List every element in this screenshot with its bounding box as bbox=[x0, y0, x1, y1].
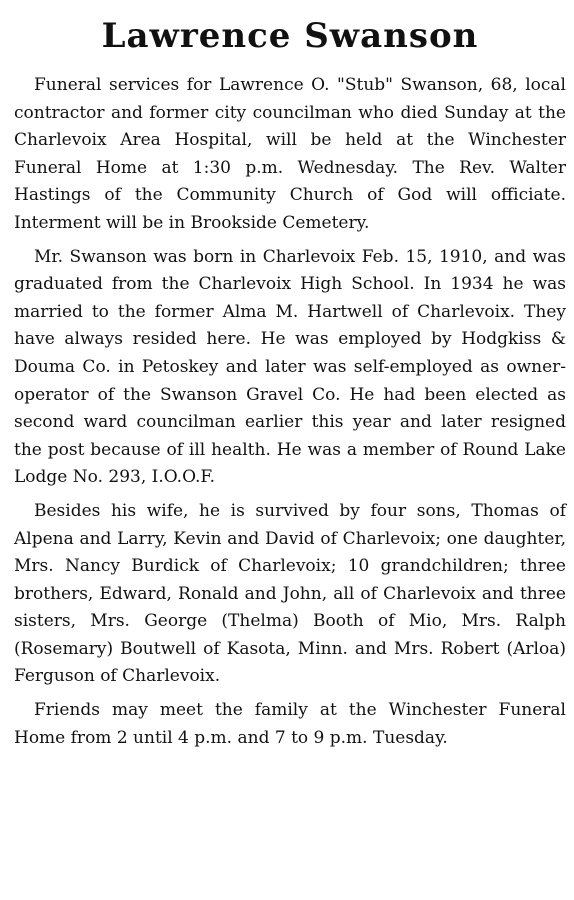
paragraph-visitation: Friends may meet the family at the Winchester Funeral Home from 2 until 4 p.m. and 7 to 9 p.m. Tuesday. bbox=[14, 700, 566, 748]
paragraph-biography: Mr. Swanson was born in Charlevoix Feb. 15, 1910, and was graduated from the Charlevoix High School. In 1934 he was married to the former Alma M. Hartwell of Charlevoix. They have always resided here. He was employed by Hodgkiss & Douma Co. in Petoskey and later was self-employed as owner-operator of the Swanson Gravel Co. He had been elected as second ward councilman earlier this year and later resigned the post because of ill health. He was a member of Round Lake Lodge No. 293, I.O.O.F. bbox=[14, 246, 566, 488]
obituary-clipping bbox=[14, 14, 566, 758]
paragraph-survivors: Besides his wife, he is survived by four sons, Thomas of Alpena and Larry, Kevin and David of Charlevoix; one daughter, Mrs. Nancy Burdick of Charlevoix; 10 grandchildren; three brothers, Edward, Ronald and John, all of Charlevoix and three sisters, Mrs. George (Thelma) Booth of Mio, Mrs. Ralph (Rosemary) Boutwell of Kasota, Minn. and Mrs. Robert (Arloa) Ferguson of Charlevoix. bbox=[14, 500, 566, 687]
paragraph-funeral-services: Funeral services for Lawrence O. "Stub" Swanson, 68, local contractor and former city councilman who died Sunday at the Charlevoix Area Hospital, will be held at the Winchester Funeral Home at 1:30 p.m. Wednesday. The Rev. Walter Hastings of the Community Church of God will officiate. Interment will be in Brookside Cemetery. bbox=[14, 75, 566, 233]
obituary-headline: Lawrence Swanson bbox=[101, 16, 479, 56]
